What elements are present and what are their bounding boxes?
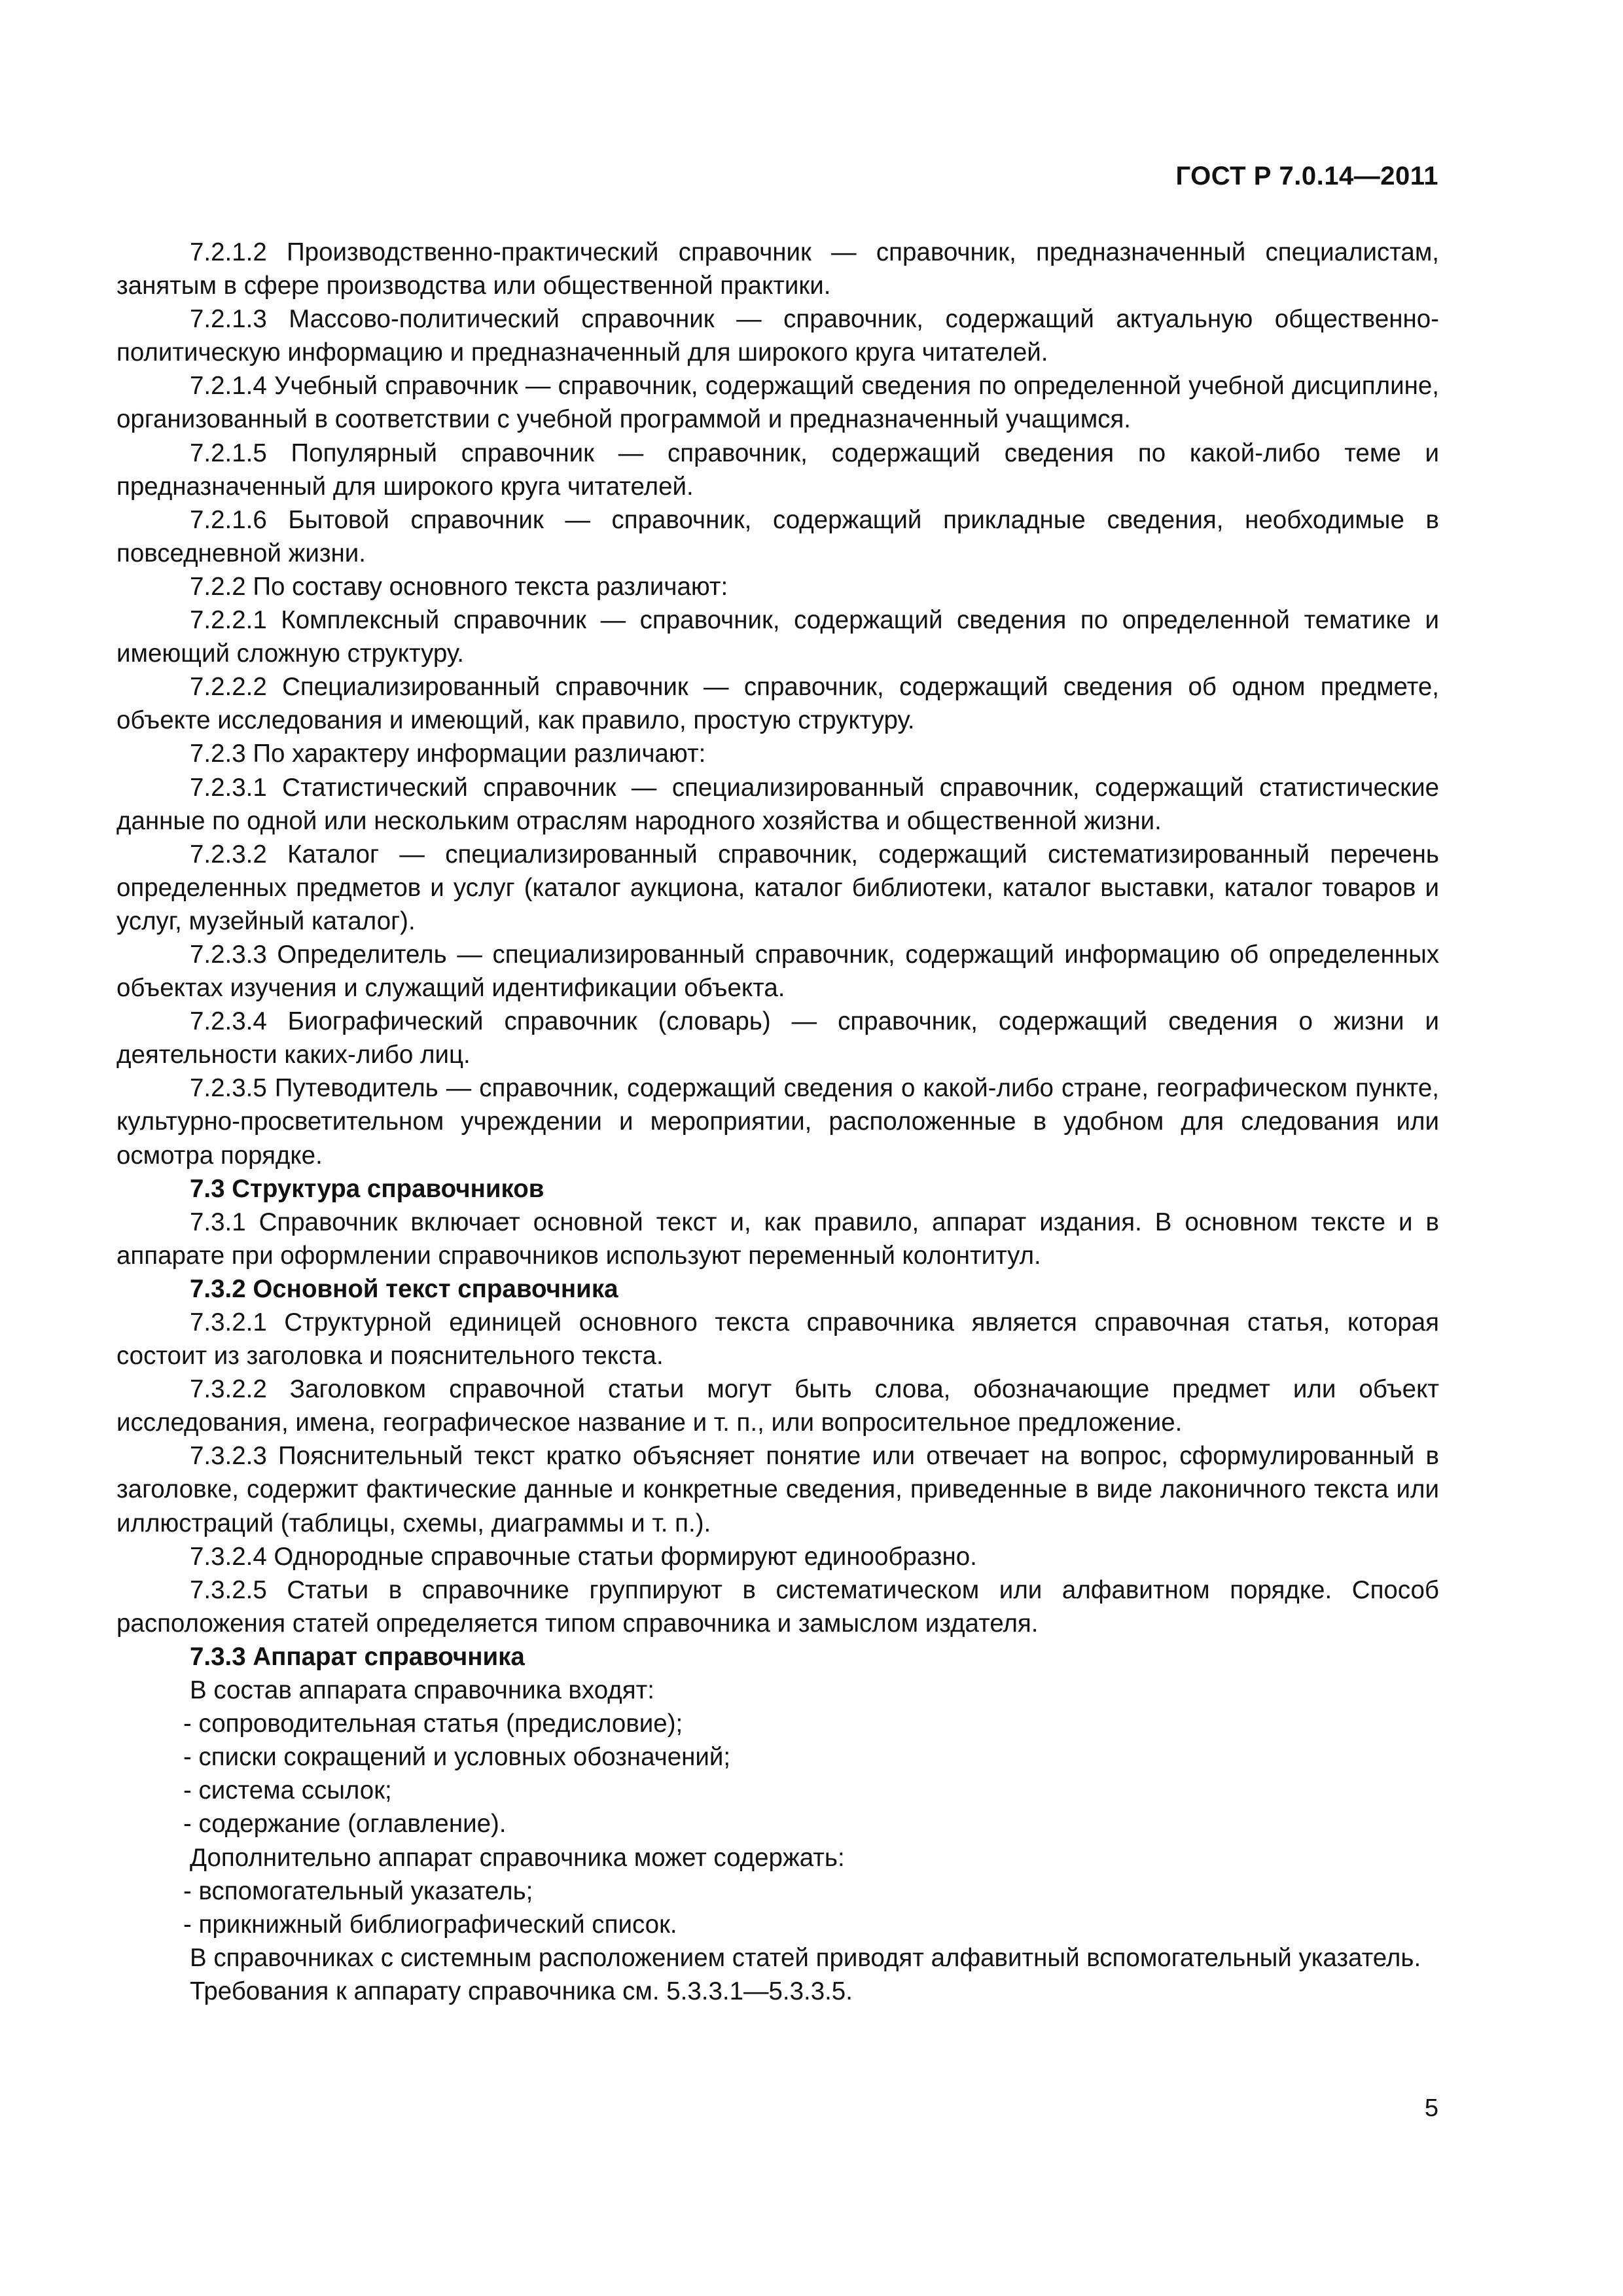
list-item: - прикнижный библиографический список. [183,1910,677,1939]
paragraph-7-2-2-2: 7.2.2.2 Специализированный справочник — справочник, содержащий сведения об одном предмете, объекте исследования и имеющий, как правило, простую структуру. [116,673,1439,735]
paragraph-7-2-3: 7.2.3 По характеру информации различают: [190,740,706,768]
paragraph-7-3-2-4: 7.3.2.4 Однородные справочные статьи формируют единообразно. [190,1542,977,1571]
document-body [116,236,1439,2008]
list-item: - сопроводительная статья (предисловие); [183,1710,683,1738]
page-number: 5 [1424,2094,1438,2122]
heading-7-3-2: 7.3.2 Основной текст справочника [190,1274,618,1303]
heading-7-3-3: 7.3.3 Аппарат справочника [190,1642,525,1671]
paragraph-7-2-1-4: 7.2.1.4 Учебный справочник — справочник, содержащий сведения по определенной учебной дисциплине, организованный в соответствии с учебной программой и предназначенный учащимся. [116,372,1439,434]
paragraph-7-3-1: 7.3.1 Справочник включает основной текст и, как правило, аппарат издания. В основном тексте и в аппарате при оформлении справочников используют переменный колонтитул. [116,1208,1439,1270]
paragraph-7-2-1-6: 7.2.1.6 Бытовой справочник — справочник, содержащий прикладные сведения, необходимые в повседневной жизни. [116,505,1439,567]
paragraph-7-2-2-1: 7.2.2.1 Комплексный справочник — справочник, содержащий сведения по определенной тематике и имеющий сложную структуру. [116,606,1439,668]
paragraph-7-2-3-1: 7.2.3.1 Статистический справочник — специализированный справочник, содержащий статистические данные по одной или нескольким отраслям народного хозяйства и общественной жизни. [116,773,1439,835]
paragraph-7-2-3-3: 7.2.3.3 Определитель — специализированный справочник, содержащий информацию об определенных объектах изучения и служащий идентификации объекта. [116,940,1439,1003]
list-item: - система ссылок; [183,1776,392,1805]
standard-code-header: ГОСТ Р 7.0.14—2011 [1175,162,1438,190]
requirements-note: Требования к аппарату справочника см. 5.3.3.1—5.3.3.5. [190,1977,853,2005]
paragraph-7-2-3-5: 7.2.3.5 Путеводитель — справочник, содержащий сведения о какой-либо стране, географическом пункте, культурно-просветительном учреждении и мероприятии, расположенные в удобном для следования или осмотра порядке. [116,1074,1439,1170]
list-item: - списки сокращений и условных обозначений; [183,1743,731,1772]
paragraph-7-3-2-5: 7.3.2.5 Статьи в справочнике группируют в систематическом или алфавитном порядке. Способ расположения статей определяется типом справочника и замыслом издателя. [116,1575,1439,1638]
paragraph-7-2-1-3: 7.2.1.3 Массово-политический справочник — справочник, содержащий актуальную общественно-политическую информацию и предназначенный для широкого круга читателей. [116,305,1439,367]
paragraph-7-3-2-2: 7.3.2.2 Заголовком справочной статьи могут быть слова, обозначающие предмет или объект исследования, имена, географическое название и т. п., или вопросительное предложение. [116,1375,1439,1437]
paragraph-7-2-2: 7.2.2 По составу основного текста различают: [190,572,728,601]
paragraph-7-2-1-2: 7.2.1.2 Производственно-практический справочник — справочник, предназначенный специалистам, занятым в сфере производства или общественной практики. [116,238,1439,300]
paragraph-7-3-2-1: 7.3.2.1 Структурной единицей основного текста справочника является справочная статья, которая состоит из заголовка и пояснительного текста. [116,1308,1439,1371]
paragraph-7-2-1-5: 7.2.1.5 Популярный справочник — справочник, содержащий сведения по какой-либо теме и предназначенный для широкого круга читателей. [116,439,1439,501]
paragraph-7-2-3-4: 7.2.3.4 Биографический справочник (словарь) — справочник, содержащий сведения о жизни и деятельности каких-либо лиц. [116,1007,1439,1069]
additional-intro: Дополнительно аппарат справочника может содержать: [190,1843,845,1872]
paragraph-7-3-2-3: 7.3.2.3 Пояснительный текст кратко объясняет понятие или отвечает на вопрос, сформулированный в заголовке, содержит фактические данные и конкретные сведения, приведенные в виде лаконичного текста или иллюстраций (таблицы, схемы, диаграммы и т. п.). [116,1442,1439,1537]
apparatus-intro: В состав аппарата справочника входят: [190,1676,654,1705]
heading-7-3: 7.3 Структура справочников [190,1174,544,1203]
list-item: - содержание (оглавление). [183,1810,507,1839]
system-note: В справочниках с системным расположением статей приводят алфавитный вспомогательный указатель. [190,1943,1421,1972]
paragraph-7-2-3-2: 7.2.3.2 Каталог — специализированный справочник, содержащий систематизированный перечень определенных предметов и услуг (каталог аукциона, каталог библиотеки, каталог выставки, каталог товаров и услуг, музейный каталог). [116,840,1439,935]
list-item: - вспомогательный указатель; [183,1876,533,1905]
